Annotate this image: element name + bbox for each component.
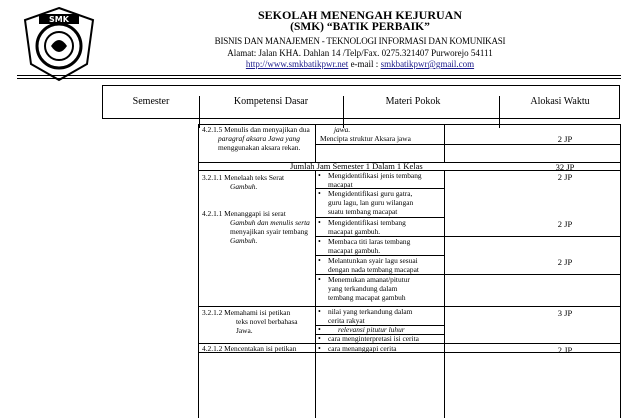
- total-value: 32 JP: [555, 162, 575, 172]
- bullet: •: [318, 307, 321, 316]
- bullet: •: [318, 189, 321, 198]
- col-semester: Semester: [132, 96, 170, 107]
- materi-item: cara menginterpretasi isi cerita: [328, 334, 419, 343]
- kd-3211: 3.2.1.1 Menelaah teks Serat: [202, 173, 285, 182]
- bullet: •: [318, 237, 321, 246]
- kd-4211: Gambuh.: [230, 236, 258, 245]
- kd-4211: Gambuh dan menulis serta: [230, 218, 310, 227]
- jp-value: 2 JP: [557, 219, 573, 229]
- materi-item: Mengidentifikasi jenis tembang macapat: [328, 171, 422, 190]
- header-rule-thin: [17, 78, 621, 79]
- materi-line: Mencipta struktur Aksara jawa: [320, 134, 411, 143]
- materi-item: relevansi pitutur luhur: [338, 325, 405, 334]
- materi-item: nilai yang terkandung dalam cerita rakyat: [328, 307, 413, 326]
- grid-line: [444, 170, 445, 418]
- bullet: •: [318, 171, 321, 180]
- col-kd: Kompetensi Dasar: [233, 96, 309, 107]
- bullet: •: [318, 218, 321, 227]
- jp-value: 2 JP: [557, 257, 573, 267]
- school-logo: [21, 6, 97, 82]
- website-link[interactable]: http://www.smkbatikpwr.net: [245, 59, 349, 69]
- kd-3212: Jawa.: [236, 326, 253, 335]
- email-label: e-mail :: [350, 59, 379, 69]
- programs-line: BISNIS DAN MANAJEMEN - TEKNOLOGI INFORMASI DAN KOMUNIKASI: [214, 36, 506, 46]
- address-line: Alamat: Jalan KHA. Dahlan 14 /Telp/Fax. 0275.321407 Purworejo 54111: [227, 48, 493, 58]
- grid-line: [620, 124, 621, 418]
- grid-line: [315, 124, 316, 162]
- school-subtitle: (SMK) “BATIK PERBAIK”: [290, 21, 430, 33]
- col-materi: Materi Pokok: [385, 96, 441, 107]
- bullet: •: [318, 256, 321, 265]
- svg-text:SMK: SMK: [49, 15, 69, 24]
- materi-item: Membaca titi laras tembang macapat gambuh.: [328, 237, 411, 256]
- bullet: •: [318, 334, 321, 343]
- kd-line: menggunakan aksara rekan.: [218, 143, 301, 152]
- total-label: Jumlah Jam Semester 1 Dalam 1 Kelas: [290, 161, 423, 171]
- col-alokasi: Alokasi Waktu: [530, 96, 590, 107]
- materi-line: jawa.: [334, 125, 351, 134]
- kd-3212: teks novel berbahasa: [236, 317, 298, 326]
- grid-line: [444, 124, 445, 162]
- kd-4211: 4.2.1.1 Menanggapi isi serat: [202, 209, 286, 218]
- materi-item: Mengidentifikasi guru gatra, guru lagu, lan guru wilangan suatu tembang macapat: [328, 189, 414, 217]
- kd-4212: 4.2.1.2 Mencentakan isi petikan: [202, 344, 297, 353]
- bullet: •: [318, 275, 321, 284]
- grid-line: [315, 144, 620, 145]
- materi-item: Melantunkan syair lagu sesuai dengan nada tembang macapat: [328, 256, 419, 275]
- kd-3211: Gambuh.: [230, 182, 258, 191]
- school-name: SEKOLAH MENENGAH KEJURUAN: [257, 8, 463, 22]
- materi-item: cara menanggapi cerita: [328, 344, 397, 353]
- email-link[interactable]: smkbatikpwr@gmail.com: [380, 59, 475, 69]
- kd-line: 4.2.1.5 Menulis dan menyajikan dua: [202, 125, 310, 134]
- kd-line: paragraf aksara Jawa yang: [218, 134, 300, 143]
- jp-value: 2 JP: [557, 172, 573, 182]
- bullet: •: [318, 325, 321, 334]
- grid-line: [198, 124, 199, 418]
- bullet: •: [318, 344, 321, 353]
- kd-4211: menyajikan syair tembang: [230, 227, 308, 236]
- materi-item: Mengidentifikasi tembang macapat gambuh.: [328, 218, 406, 237]
- table-header: [102, 85, 620, 119]
- jp-value: 2 JP: [557, 345, 573, 355]
- header-rule: [17, 75, 621, 76]
- contact-line: [150, 59, 570, 69]
- kd-3212: 3.2.1.2 Memahami isi petikan: [202, 308, 291, 317]
- grid-line: [315, 170, 316, 418]
- jp-value: 3 JP: [557, 308, 573, 318]
- materi-item: Menemukan amanat/pitutur yang terkandung dalam tembang macapat gambuh: [328, 275, 410, 303]
- jp-value: 2 JP: [557, 134, 573, 144]
